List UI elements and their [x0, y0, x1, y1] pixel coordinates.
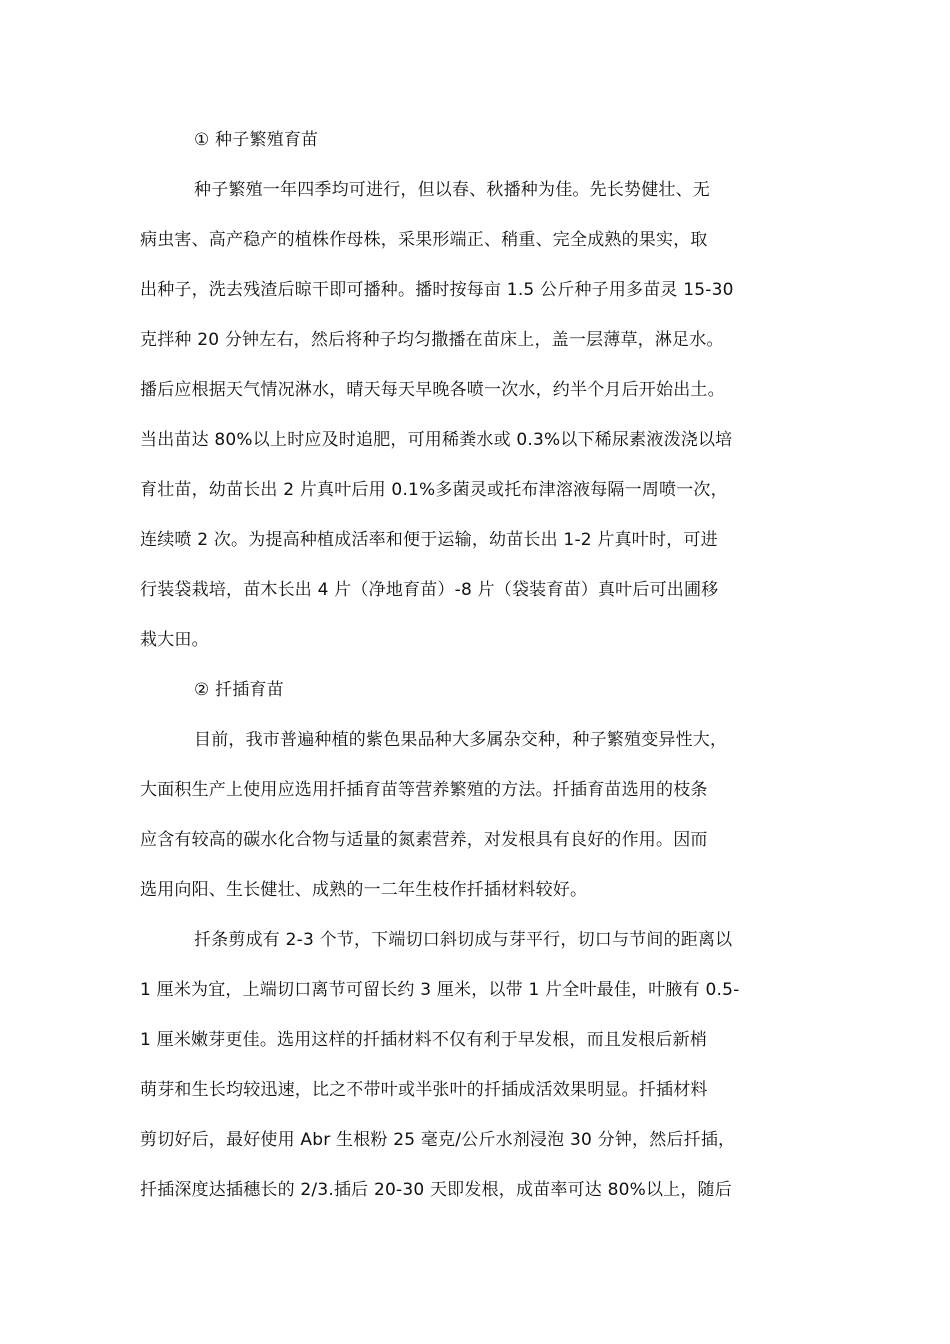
paragraph-line: 栽大田。 — [140, 630, 209, 650]
paragraph-line: 行装袋栽培，苗木长出 4 片（净地育苗）-8 片（袋装育苗）真叶后可出圃移 — [140, 580, 719, 600]
paragraph-line: 育壮苗，幼苗长出 2 片真叶后用 0.1%多菌灵或托布津溶液每隔一周喷一次， — [140, 480, 728, 500]
section-heading-seed: ① 种子繁殖育苗 — [194, 130, 319, 150]
paragraph-line: 1 厘米嫩芽更佳。选用这样的扦插材料不仅有利于早发根，而且发根后新梢 — [140, 1030, 708, 1050]
paragraph-line: 选用向阳、生长健壮、成熟的一二年生枝作扦插材料较好。 — [140, 880, 588, 900]
paragraph-line: 扦插深度达插穗长的 2/3.插后 20-30 天即发根，成苗率可达 80%以上，随后 — [140, 1180, 732, 1200]
paragraph-line: 1 厘米为宜，上端切口离节可留长约 3 厘米，以带 1 片全叶最佳，叶腋有 0.5- — [140, 980, 740, 1000]
paragraph-line: 剪切好后，最好使用 Abr 生根粉 25 毫克/公斤水剂浸泡 30 分钟，然后扦插， — [140, 1130, 736, 1150]
paragraph-line: 萌芽和生长均较迅速，比之不带叶或半张叶的扦插成活效果明显。扦插材料 — [140, 1080, 708, 1100]
paragraph-line: 病虫害、高产稳产的植株作母株，采果形端正、稍重、完全成熟的果实，取 — [140, 230, 708, 250]
paragraph-line: 目前，我市普遍种植的紫色果品种大多属杂交种，种子繁殖变异性大， — [194, 730, 728, 750]
paragraph-line: 克拌种 20 分钟左右，然后将种子均匀撒播在苗床上，盖一层薄草，淋足水。 — [140, 330, 724, 350]
paragraph-line: 应含有较高的碳水化合物与适量的氮素营养，对发根具有良好的作用。因而 — [140, 830, 708, 850]
paragraph-line: 种子繁殖一年四季均可进行，但以春、秋播种为佳。先长势健壮、无 — [194, 180, 710, 200]
paragraph-line: 当出苗达 80%以上时应及时追肥，可用稀粪水或 0.3%以下稀尿素液泼浇以培 — [140, 430, 733, 450]
paragraph-line: 出种子，洗去残渣后晾干即可播种。播时按每亩 1.5 公斤种子用多苗灵 15-30 — [140, 280, 734, 300]
paragraph-line: 大面积生产上使用应选用扦插育苗等营养繁殖的方法。扦插育苗选用的枝条 — [140, 780, 708, 800]
paragraph-line: 播后应根据天气情况淋水，晴天每天早晚各喷一次水，约半个月后开始出土。 — [140, 380, 725, 400]
paragraph-line: 扦条剪成有 2-3 个节，下端切口斜切成与芽平行，切口与节间的距离以 — [194, 930, 733, 950]
section-heading-cutting: ② 扦插育苗 — [194, 680, 284, 700]
paragraph-line: 连续喷 2 次。为提高种植成活率和便于运输，幼苗长出 1-2 片真叶时，可进 — [140, 530, 718, 550]
